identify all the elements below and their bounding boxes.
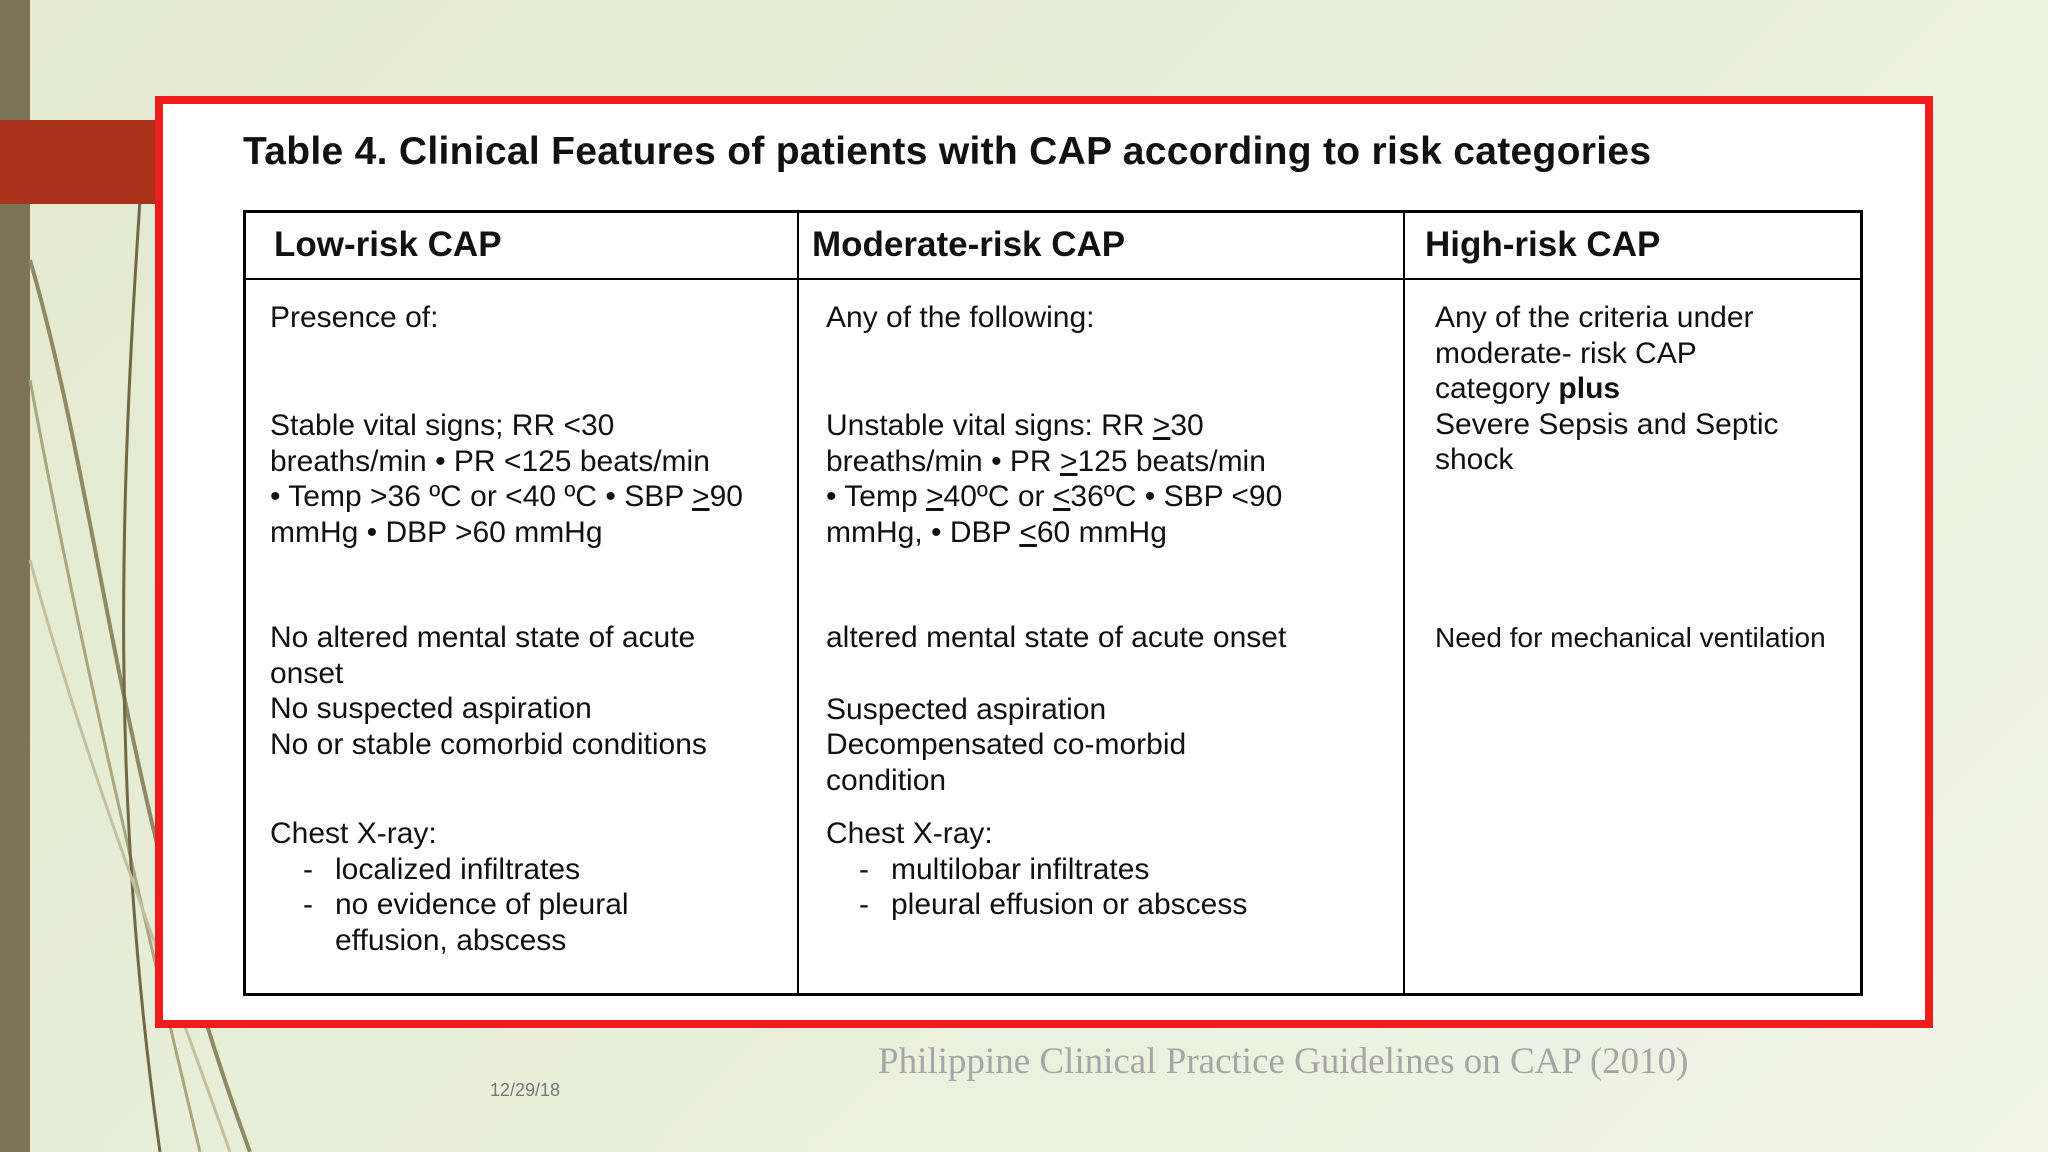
intro-line: moderate- risk CAP [1435, 336, 1697, 370]
vital-text: • Temp [826, 480, 926, 513]
citation: Philippine Clinical Practice Guidelines on CAP (2010) [878, 1041, 1689, 1082]
column-header: Moderate-risk CAP [799, 213, 1403, 280]
xray-list [270, 852, 791, 959]
intro-line [1435, 371, 1854, 407]
vital-text: 60 mmHg [1036, 515, 1167, 549]
list-item: No altered mental state of acute [270, 621, 696, 654]
list-item: No or stable comorbid conditions [270, 727, 707, 761]
list-item: - localized infiltrates [303, 852, 791, 888]
xray-list [826, 852, 1397, 923]
list-item: condition [826, 763, 947, 797]
vital-text: mmHg, • DBP [826, 515, 1020, 549]
plus-text: plus [1558, 372, 1621, 405]
vital-line: Stable vital signs; RR <30 [270, 409, 615, 442]
chest-xray [826, 816, 1397, 923]
vital-line [270, 479, 791, 515]
lte-symbol: < [1052, 480, 1071, 513]
column-moderate-risk [797, 213, 1403, 993]
mental-state [826, 620, 1397, 798]
xray-label: Chest X-ray: [270, 817, 437, 850]
vital-line: mmHg • DBP >60 mmHg [270, 515, 603, 549]
vital-text: • Temp >36 ºC or <40 ºC • SBP [270, 480, 693, 513]
column-low-risk [246, 213, 797, 993]
intro-text: Presence of: [270, 301, 439, 334]
gte-symbol: > [1152, 409, 1171, 442]
vital-text: 90 [709, 480, 743, 513]
table-frame [155, 96, 1933, 1028]
list-item: - no evidence of pleural effusion, abscess [303, 887, 665, 958]
vital-line [826, 408, 1397, 444]
vital-line [826, 444, 1397, 480]
slide-date: 12/29/18 [490, 1080, 561, 1100]
vital-line [826, 515, 1397, 551]
intro-line: Any of the criteria under [1435, 301, 1754, 334]
list-item: Decompensated co-morbid [826, 728, 1187, 761]
sepsis-line: Severe Sepsis and Septic [1435, 407, 1779, 441]
gte-symbol: > [692, 480, 710, 513]
gte-symbol: > [1059, 444, 1078, 478]
list-item: altered mental state of acute onset [826, 621, 1287, 654]
column-header: Low-risk CAP [246, 213, 797, 280]
intro-text [1435, 300, 1854, 478]
column-header: High-risk CAP [1405, 213, 1860, 280]
vital-line: breaths/min • PR <125 beats/min [270, 444, 710, 478]
vital-signs [270, 408, 791, 550]
ventilation-text: Need for mechanical ventilation [1435, 622, 1826, 653]
vital-text: Unstable vital signs: RR [826, 409, 1153, 442]
list-item: onset [270, 656, 344, 690]
list-item: - multilobar infiltrates [859, 852, 1397, 888]
accent-bar [0, 120, 160, 204]
intro-text: category [1435, 372, 1559, 405]
gte-symbol: > [926, 480, 944, 513]
table-title: Table 4. Clinical Features of patients with CAP according to risk categories [243, 130, 1652, 173]
lte-symbol: < [1019, 515, 1037, 549]
list-item: - pleural effusion or abscess [859, 887, 1397, 923]
mental-state [270, 620, 791, 762]
vital-signs [826, 408, 1397, 550]
list-item: Suspected aspiration [826, 692, 1107, 726]
sepsis-line: shock [1435, 443, 1514, 476]
vital-line [826, 479, 1397, 515]
column-high-risk [1403, 213, 1860, 993]
chest-xray [270, 816, 791, 958]
vital-text: 36ºC • SBP <90 [1070, 480, 1283, 513]
vital-text: 30 [1170, 409, 1204, 442]
vital-text: 40ºC or [943, 480, 1053, 513]
intro-text: Any of the following: [826, 301, 1095, 334]
list-item: No suspected aspiration [270, 692, 592, 725]
xray-label: Chest X-ray: [826, 817, 993, 850]
risk-table [243, 210, 1863, 996]
vital-text: breaths/min • PR [826, 444, 1060, 478]
vital-text: 125 beats/min [1077, 444, 1266, 478]
